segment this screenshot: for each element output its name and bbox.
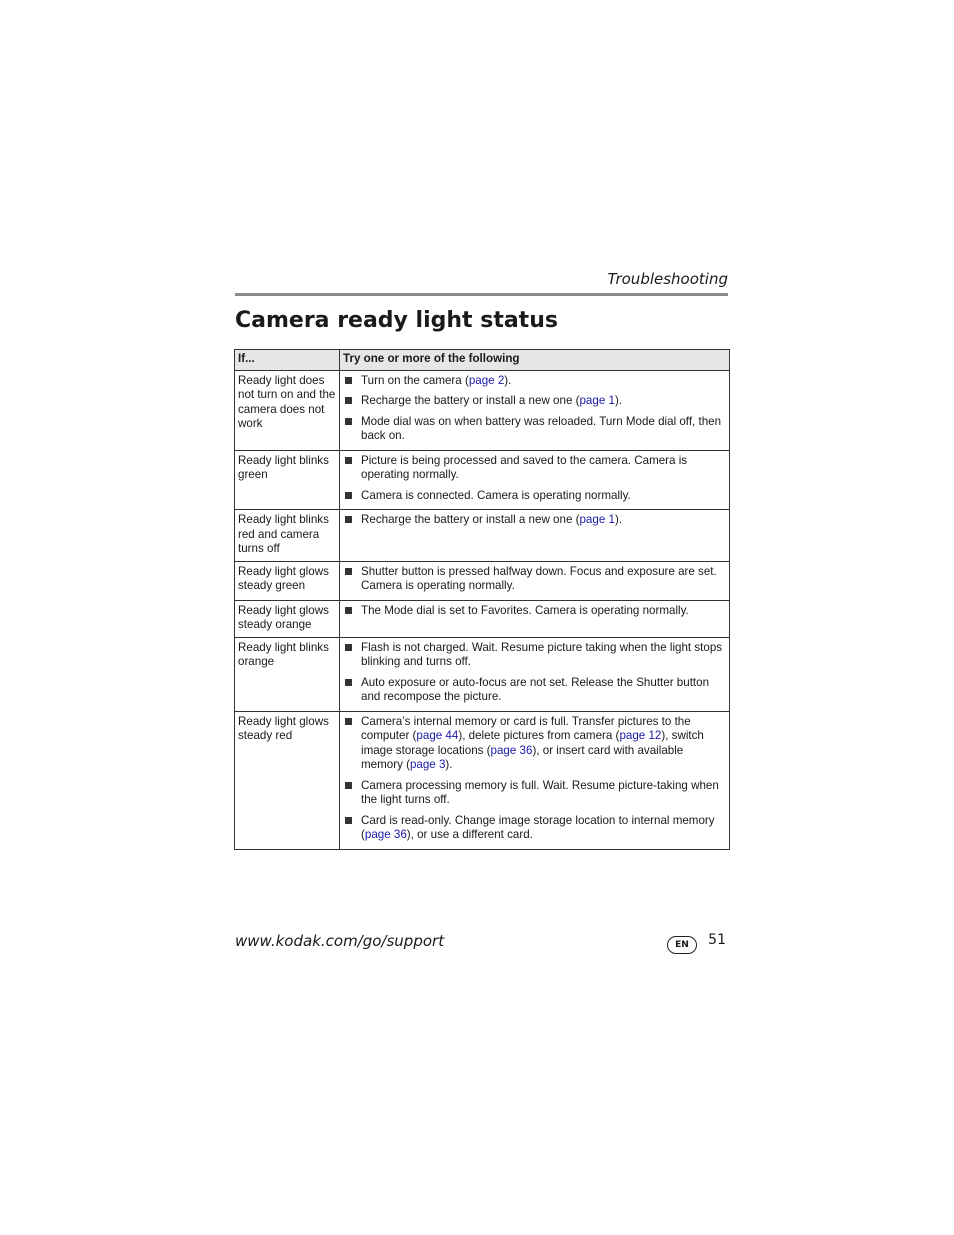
solution-text: Recharge the battery or install a new one ( <box>361 394 580 407</box>
solution-text: Camera processing memory is full. Wait. Resume picture-taking when the light turns off. <box>361 778 719 806</box>
page-link[interactable]: page 12 <box>619 729 662 742</box>
solution-text: Recharge the battery or install a new one ( <box>361 513 580 526</box>
table-row <box>235 450 730 510</box>
solution-item <box>342 513 725 528</box>
solution-list <box>342 565 725 594</box>
support-url: www.kodak.com/go/support <box>235 932 445 950</box>
solutions-cell <box>340 637 730 711</box>
solution-item <box>342 641 725 670</box>
solution-text: Camera’s internal memory or card is full. Transfer pictures to the computer ( <box>361 714 691 742</box>
solution-text: Auto exposure or auto-focus are not set. Release the Shutter button and recompose the picture. <box>361 675 710 703</box>
square-bullet-icon <box>345 457 352 464</box>
solution-item <box>342 814 725 843</box>
solution-list <box>342 374 725 444</box>
section-title: Troubleshooting <box>607 270 728 288</box>
square-bullet-icon <box>345 644 352 651</box>
page-link[interactable]: page 1 <box>579 394 615 407</box>
solution-text: ). <box>504 373 512 387</box>
square-bullet-icon <box>345 568 352 575</box>
solutions-cell <box>340 370 730 450</box>
condition-cell: Ready light glows steady orange <box>235 600 340 637</box>
solution-text: Picture is being processed and saved to the camera. Camera is operating normally. <box>361 453 688 481</box>
solution-text: Shutter button is pressed halfway down. Focus and exposure are set. Camera is operating normally. <box>361 564 717 592</box>
column-header-try: Try one or more of the following <box>340 350 730 371</box>
solution-list <box>342 513 725 528</box>
solution-text: Card is read-only. Change image storage location to internal memory ( <box>361 813 715 841</box>
page-link[interactable]: page 2 <box>468 373 505 387</box>
solution-text: ). <box>614 513 623 526</box>
solution-item <box>342 604 725 619</box>
square-bullet-icon <box>345 418 352 425</box>
condition-cell: Ready light glows steady red <box>235 711 340 849</box>
condition-cell: Ready light glows steady green <box>235 561 340 600</box>
condition-cell: Ready light does not turn on and the camera does not work <box>235 370 340 450</box>
table-row <box>235 370 730 450</box>
solution-item <box>342 454 725 483</box>
solution-item <box>342 394 725 409</box>
solutions-cell <box>340 600 730 637</box>
solution-item <box>342 415 725 444</box>
solution-text: Mode dial was on when battery was reloaded. Turn Mode dial off, then back on. <box>361 414 722 442</box>
solution-text: ), or insert card with available memory ( <box>361 743 684 771</box>
square-bullet-icon <box>345 679 352 686</box>
solution-text: ). <box>614 394 623 407</box>
solution-item <box>342 489 725 504</box>
solution-item <box>342 374 725 389</box>
solution-text: ), switch image storage locations ( <box>361 729 704 757</box>
square-bullet-icon <box>345 817 352 824</box>
solutions-cell <box>340 711 730 849</box>
page-title: Camera ready light status <box>235 308 558 333</box>
solution-list <box>342 641 725 705</box>
column-header-if: If... <box>235 350 340 371</box>
page-link[interactable]: page 3 <box>409 758 446 771</box>
solution-text: Flash is not charged. Wait. Resume picture taking when the light stops blinking and turns off. <box>361 640 723 668</box>
table-row <box>235 510 730 562</box>
solution-text: The Mode dial is set to Favorites. Camera is operating normally. <box>361 603 689 617</box>
language-badge: EN <box>667 936 697 954</box>
solution-text: ), delete pictures from camera ( <box>458 729 620 742</box>
condition-cell: Ready light blinks red and camera turns off <box>235 510 340 562</box>
solution-text: ), or use a different card. <box>406 828 533 841</box>
solution-text: ). <box>445 758 453 771</box>
solutions-cell <box>340 510 730 562</box>
solution-list <box>342 604 725 619</box>
page-link[interactable]: page 1 <box>579 513 615 526</box>
header-rule <box>235 293 728 296</box>
square-bullet-icon <box>345 607 352 614</box>
solution-item <box>342 676 725 705</box>
table-header-row <box>235 350 730 371</box>
square-bullet-icon <box>345 377 352 384</box>
solution-item <box>342 715 725 773</box>
solution-item <box>342 779 725 808</box>
solution-text: Camera is connected. Camera is operating normally. <box>361 488 631 502</box>
condition-cell: Ready light blinks orange <box>235 637 340 711</box>
square-bullet-icon <box>345 492 352 499</box>
table-row <box>235 711 730 849</box>
solution-list <box>342 454 725 504</box>
page-link[interactable]: page 36 <box>364 828 407 841</box>
table-row <box>235 600 730 637</box>
page-number: 51 <box>708 932 726 948</box>
solution-text: Turn on the camera ( <box>361 373 469 387</box>
troubleshooting-table <box>234 349 730 850</box>
solutions-cell <box>340 561 730 600</box>
condition-cell: Ready light blinks green <box>235 450 340 510</box>
solutions-cell <box>340 450 730 510</box>
square-bullet-icon <box>345 718 352 725</box>
solution-item <box>342 565 725 594</box>
page-link[interactable]: page 36 <box>490 743 533 757</box>
square-bullet-icon <box>345 516 352 523</box>
table-body <box>235 370 730 849</box>
solution-list <box>342 715 725 843</box>
page-link[interactable]: page 44 <box>416 729 459 742</box>
square-bullet-icon <box>345 782 352 789</box>
table-row <box>235 637 730 711</box>
square-bullet-icon <box>345 397 352 404</box>
table-row <box>235 561 730 600</box>
